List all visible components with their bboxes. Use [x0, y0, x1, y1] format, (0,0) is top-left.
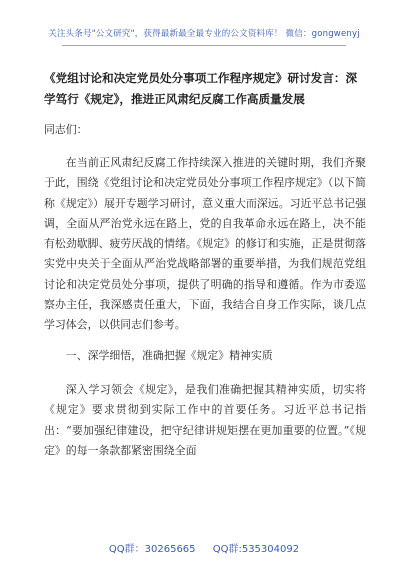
document-title: 《党组讨论和决定党员处分事项工作程序规定》研讨发言：深学笃行《规定》，推进正风肃纪反腐工作高质量发展 — [44, 71, 358, 106]
footer-qq-group-1: QQ群：30265665 — [108, 544, 196, 555]
salutation: 同志们： — [44, 123, 88, 136]
footer-qq-group-2: QQ群:535304092 — [212, 544, 300, 555]
header-banner: 关注头条号"公文研究"，获得最新最全最专业的公文资料库！ 微信：gongwenyj — [48, 29, 360, 39]
header-divider — [62, 45, 346, 46]
body-paragraph-1: 在当前正风肃纪反腐工作持续深入推进的关键时期，我们齐聚于此，围绕《党组讨论和决定党员处分事项工作程序规定》（以下简称《规定》）展开专题学习研讨，意义重大而深远。习近平总书记强调，全面从严治党永远在路上，党的自我革命永远在路上，决不能有松劲歇脚、疲劳厌战的情绪。《规定》的修订和实施，正是贯彻落实党中央关于全面从严治党战略部署的重要举措，为我们规范党组讨论和决定党员处分事项，提供了明确的指导和遵循。作为市委巡察办主任，我深感责任重大，下面，我结合自身工作实际，谈几点学习体会，以供同志们参考。 — [44, 156, 366, 332]
footer — [0, 540, 408, 555]
body-paragraph-2: 深入学习领会《规定》，是我们准确把握其精神实质，切实将《规定》要求贯彻到实际工作中的首要任务。习近平总书记指出：“要加强纪律建设，把守纪律讲规矩摆在更加重要的位置。”《规定》的每一条款都紧密围绕全面 — [44, 383, 366, 457]
section-heading-1: 一、深学细悟，准确把握《规定》精神实质 — [65, 349, 273, 362]
